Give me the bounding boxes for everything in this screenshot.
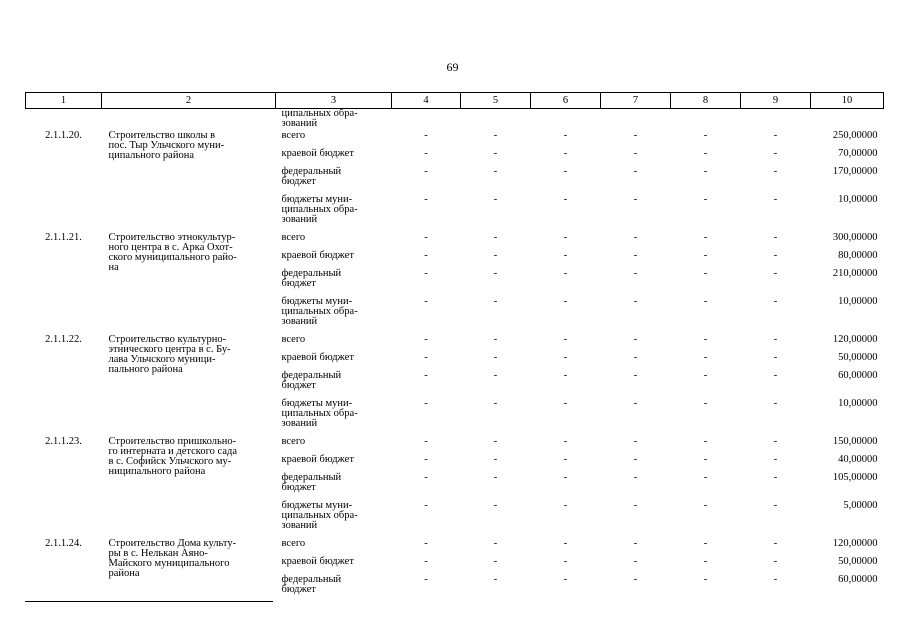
year-cell: - [493,352,498,363]
year-cell: - [703,250,708,261]
year-cell: - [493,556,498,567]
year-cell: - [773,232,778,243]
year-cell: - [633,454,638,465]
year-cell: - [563,352,568,363]
year-cell: - [703,436,708,447]
column-header: 6 [531,93,601,109]
table-row [26,130,884,148]
year-cell: - [563,296,568,307]
year-cell: - [563,250,568,261]
year-cell: - [773,296,778,307]
year-cell: - [633,472,638,483]
column-header: 1 [26,93,102,109]
year-cell: - [424,436,428,447]
year-cell: - [633,250,638,261]
item-name: Строительство Дома культу- ры в с. Нелькан Аяно- Майского муниципального района [108,538,237,579]
year-cell: - [493,194,498,205]
year-cell: - [563,574,568,585]
year-cell: - [493,436,498,447]
amount-cell: 120,00000 [832,334,878,345]
funding-source: краевой бюджет [281,250,354,261]
amount-cell: 10,00000 [838,296,878,307]
year-cell: - [773,250,778,261]
amount-cell: 105,00000 [832,472,878,483]
year-cell: - [773,352,778,363]
year-cell: - [493,268,498,279]
year-cell: - [633,232,638,243]
column-header: 5 [461,93,531,109]
amount-cell: 60,00000 [838,574,878,585]
amount-cell: 150,00000 [832,436,878,447]
year-cell: - [424,500,428,511]
year-cell: - [493,250,498,261]
funding-source: федеральный бюджет [281,574,342,595]
year-cell: - [773,370,778,381]
item-name: Строительство этнокультур- ного центра в с. Арка Охот- ского муниципального райо- на [108,232,237,273]
funding-source: всего [281,334,306,345]
year-cell: - [773,334,778,345]
year-cell: - [703,334,708,345]
year-cell: - [703,472,708,483]
year-cell: - [703,194,708,205]
year-cell: - [424,398,428,409]
amount-cell: 210,00000 [832,268,878,279]
funding-source: бюджеты муни- ципальных обра- зований [281,296,358,327]
page-number: 69 [446,60,459,74]
year-cell: - [703,370,708,381]
year-cell: - [493,398,498,409]
year-cell: - [424,250,428,261]
year-cell: - [493,296,498,307]
year-cell: - [563,130,568,141]
year-cell: - [633,370,638,381]
funding-source: федеральный бюджет [281,166,342,187]
year-cell: - [563,472,568,483]
amount-cell: 120,00000 [832,538,878,549]
year-cell: - [424,352,428,363]
year-cell: - [424,194,428,205]
year-cell: - [773,436,778,447]
year-cell: - [493,370,498,381]
year-cell: - [563,556,568,567]
year-cell: - [493,472,498,483]
year-cell: - [633,268,638,279]
header-row [26,93,884,109]
funding-source: всего [281,538,306,549]
year-cell: - [703,538,708,549]
amount-cell: 50,00000 [838,352,878,363]
year-cell: - [703,500,708,511]
year-cell: - [703,454,708,465]
year-cell: - [563,370,568,381]
year-cell: - [493,232,498,243]
budget-table [25,92,884,602]
year-cell: - [773,148,778,159]
year-cell: - [493,454,498,465]
table-body [26,109,884,603]
year-cell: - [424,334,428,345]
year-cell: - [633,538,638,549]
year-cell: - [493,148,498,159]
amount-cell: 40,00000 [838,454,878,465]
year-cell: - [773,454,778,465]
funding-source: краевой бюджет [281,352,354,363]
year-cell: - [563,500,568,511]
year-cell: - [633,574,638,585]
amount-cell: 300,00000 [832,232,878,243]
funding-source: всего [281,130,306,141]
year-cell: - [493,500,498,511]
funding-source: федеральный бюджет [281,268,342,289]
year-cell: - [424,454,428,465]
year-cell: - [773,500,778,511]
year-cell: - [703,268,708,279]
year-cell: - [703,166,708,177]
year-cell: - [703,398,708,409]
column-header: 4 [392,93,461,109]
year-cell: - [424,268,428,279]
year-cell: - [773,574,778,585]
funding-source: федеральный бюджет [281,472,342,493]
amount-cell: 10,00000 [838,194,878,205]
year-cell: - [424,296,428,307]
year-cell: - [424,574,428,585]
funding-source: краевой бюджет [281,454,354,465]
year-cell: - [633,398,638,409]
year-cell: - [424,232,428,243]
year-cell: - [773,268,778,279]
year-cell: - [563,398,568,409]
year-cell: - [703,556,708,567]
item-code: 2.1.1.23. [45,436,82,447]
funding-source: всего [281,436,306,447]
year-cell: - [493,334,498,345]
column-header: 3 [276,93,392,109]
amount-cell: 5,00000 [843,500,878,511]
year-cell: - [633,166,638,177]
year-cell: - [563,538,568,549]
year-cell: - [773,194,778,205]
year-cell: - [563,148,568,159]
year-cell: - [773,556,778,567]
column-header: 9 [741,93,811,109]
year-cell: - [424,472,428,483]
year-cell: - [703,296,708,307]
funding-source: бюджеты муни- ципальных обра- зований [281,500,358,531]
year-cell: - [633,296,638,307]
table-row [26,232,884,250]
column-header: 8 [671,93,741,109]
funding-source: краевой бюджет [281,148,354,159]
year-cell: - [493,166,498,177]
year-cell: - [773,472,778,483]
column-header: 2 [102,93,276,109]
year-cell: - [773,398,778,409]
table-row [26,538,884,556]
year-cell: - [773,166,778,177]
year-cell: - [703,352,708,363]
item-code: 2.1.1.21. [45,232,82,243]
year-cell: - [633,194,638,205]
year-cell: - [633,436,638,447]
year-cell: - [633,148,638,159]
year-cell: - [773,538,778,549]
table-row [26,334,884,352]
year-cell: - [493,538,498,549]
item-code: 2.1.1.22. [45,334,82,345]
year-cell: - [633,130,638,141]
year-cell: - [633,352,638,363]
amount-cell: 70,00000 [838,148,878,159]
funding-source: федеральный бюджет [281,370,342,391]
column-header: 10 [811,93,884,109]
year-cell: - [563,454,568,465]
carry-over-text: ципальных обра- зований [281,108,358,129]
funding-source: всего [281,232,306,243]
item-code: 2.1.1.20. [45,130,82,141]
year-cell: - [493,130,498,141]
year-cell: - [703,148,708,159]
year-cell: - [633,556,638,567]
carry-over-row [26,109,884,131]
year-cell: - [773,130,778,141]
column-header: 7 [601,93,671,109]
year-cell: - [563,166,568,177]
table-row [26,436,884,454]
year-cell: - [424,370,428,381]
year-cell: - [563,334,568,345]
funding-source: краевой бюджет [281,556,354,567]
year-cell: - [633,334,638,345]
year-cell: - [703,232,708,243]
year-cell: - [563,232,568,243]
item-name: Строительство школы в пос. Тыр Ульчского муни- ципального района [108,130,225,161]
year-cell: - [424,538,428,549]
year-cell: - [563,268,568,279]
item-name: Строительство культурно- этнического центра в с. Бу- лава Ульчского муници- пального района [108,334,231,375]
year-cell: - [424,130,428,141]
year-cell: - [703,574,708,585]
funding-source: бюджеты муни- ципальных обра- зований [281,194,358,225]
funding-source: бюджеты муни- ципальных обра- зований [281,398,358,429]
footnote-divider [25,601,273,602]
year-cell: - [563,194,568,205]
year-cell: - [424,556,428,567]
year-cell: - [703,130,708,141]
amount-cell: 250,00000 [832,130,878,141]
year-cell: - [424,148,428,159]
item-code: 2.1.1.24. [45,538,82,549]
year-cell: - [493,574,498,585]
amount-cell: 60,00000 [838,370,878,381]
year-cell: - [633,500,638,511]
amount-cell: 50,00000 [838,556,878,567]
year-cell: - [424,166,428,177]
amount-cell: 170,00000 [832,166,878,177]
item-name: Строительство пришкольно- го интерната и детского сада в с. Софийск Ульчского му- ниципального района [108,436,237,477]
amount-cell: 80,00000 [838,250,878,261]
amount-cell: 10,00000 [838,398,878,409]
year-cell: - [563,436,568,447]
